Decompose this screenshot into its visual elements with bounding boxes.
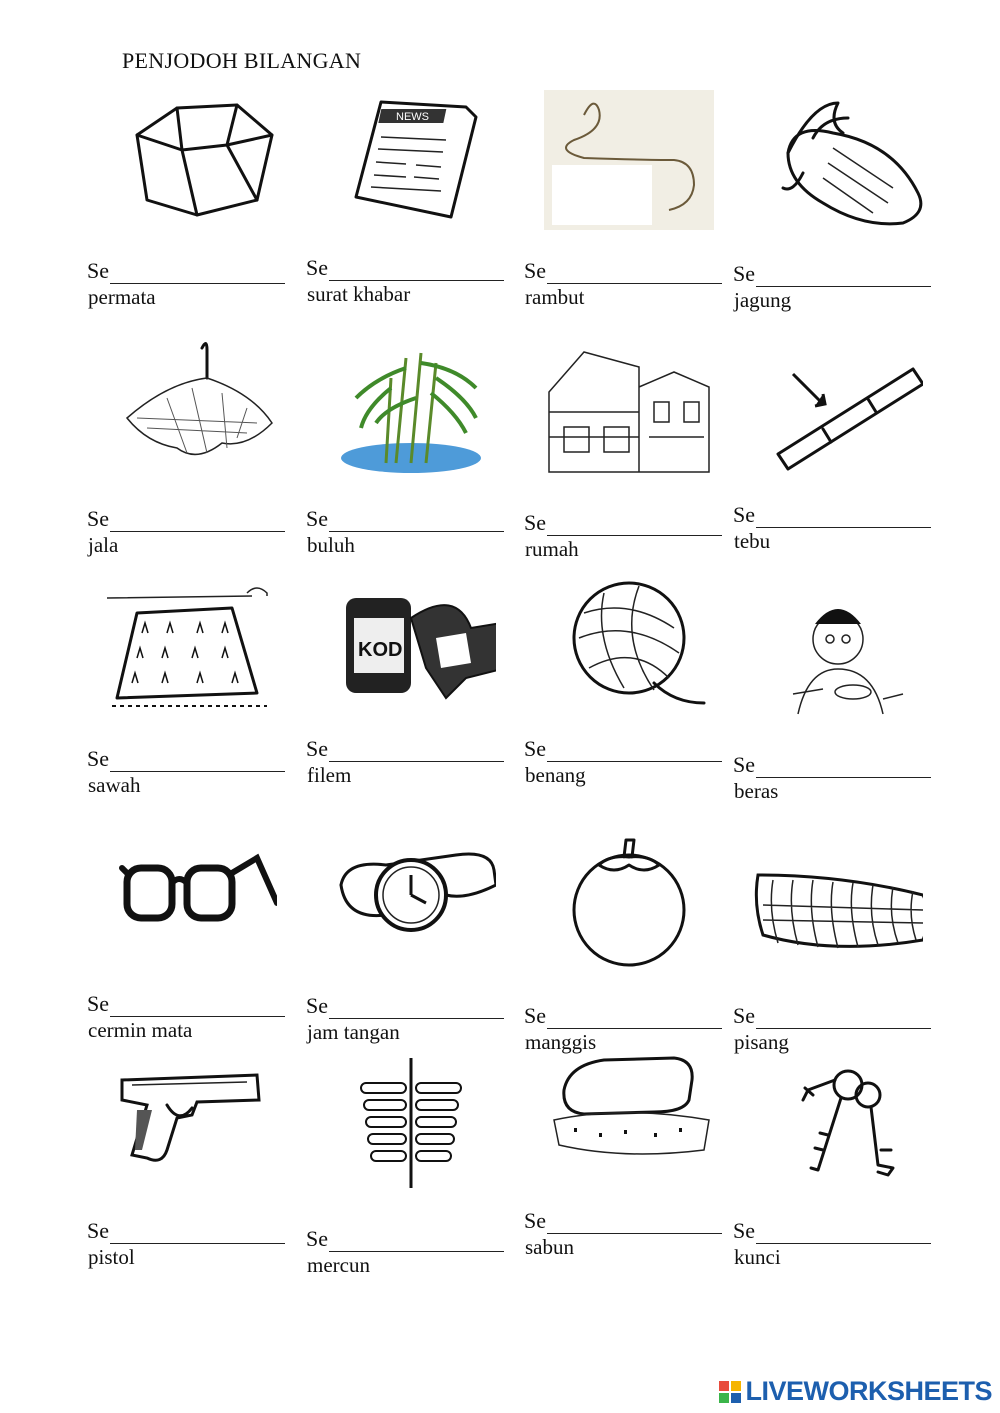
exercise-item-sawah: [87, 578, 302, 808]
prefix-label: Se: [306, 993, 328, 1018]
exercise-item-jam-tangan: [306, 825, 521, 1055]
item-word: rambut: [525, 285, 585, 309]
boy-eating-rice-icon: [753, 584, 923, 724]
answer-row: [733, 1218, 931, 1244]
answer-row: [306, 736, 504, 762]
answer-row: [524, 736, 722, 762]
corn-icon: [753, 93, 923, 233]
houses-icon: [544, 342, 714, 482]
answer-row: [306, 255, 504, 281]
prefix-label: Se: [524, 1003, 546, 1028]
prefix-label: Se: [733, 261, 755, 286]
answer-input[interactable]: [110, 994, 285, 1017]
item-word: buluh: [307, 533, 355, 557]
item-word: tebu: [734, 529, 771, 553]
answer-input[interactable]: [329, 258, 504, 281]
exercise-item-permata: [87, 90, 302, 320]
answer-input[interactable]: [547, 739, 722, 762]
svg-text:KOD: KOD: [358, 639, 403, 661]
exercise-item-tebu: [733, 334, 948, 564]
soap-icon: [544, 1040, 714, 1180]
item-word: jam tangan: [307, 1020, 400, 1044]
item-word: cermin mata: [88, 1018, 193, 1042]
item-word: sabun: [525, 1235, 574, 1259]
item-word: kunci: [734, 1245, 781, 1269]
exercise-item-cermin-mata: [87, 823, 302, 1053]
answer-row: [87, 1218, 285, 1244]
wristwatch-icon: [326, 825, 496, 965]
prefix-label: Se: [87, 746, 109, 771]
answer-row: [733, 261, 931, 287]
prefix-label: Se: [524, 510, 546, 535]
newspaper-icon: [326, 87, 496, 227]
exercise-item-rumah: [524, 342, 739, 572]
prefix-label: Se: [524, 258, 546, 283]
answer-input[interactable]: [110, 261, 285, 284]
answer-input[interactable]: [547, 1006, 722, 1029]
firecracker-icon: [326, 1058, 496, 1198]
answer-input[interactable]: [547, 261, 722, 284]
answer-row: [306, 993, 504, 1019]
fishing-net-icon: [107, 338, 277, 478]
answer-input[interactable]: [756, 505, 931, 528]
answer-input[interactable]: [110, 749, 285, 772]
answer-input[interactable]: [329, 509, 504, 532]
pistol-icon: [107, 1050, 277, 1190]
logo-mark-icon: [719, 1381, 741, 1403]
prefix-label: Se: [87, 1218, 109, 1243]
hair-strand-icon: [544, 90, 714, 230]
film-roll-icon: [326, 568, 496, 708]
exercise-item-rambut: [524, 90, 739, 320]
exercise-item-pisang: [733, 835, 948, 1065]
svg-text:NEWS: NEWS: [396, 111, 429, 123]
prefix-label: Se: [306, 506, 328, 531]
answer-input[interactable]: [756, 264, 931, 287]
answer-row: [87, 506, 285, 532]
prefix-label: Se: [733, 502, 755, 527]
answer-row: [524, 510, 722, 536]
answer-row: [524, 1003, 722, 1029]
exercise-item-surat-khabar: [306, 87, 521, 317]
exercise-item-jagung: [733, 93, 948, 323]
brand-name: LIVEWORKSHEETS: [745, 1376, 992, 1406]
exercise-item-buluh: [306, 338, 521, 568]
banana-bunch-icon: [753, 835, 923, 975]
answer-row: [524, 258, 722, 284]
answer-input[interactable]: [547, 513, 722, 536]
exercise-item-jala: [87, 338, 302, 568]
exercise-item-pistol: [87, 1050, 302, 1280]
item-word: permata: [88, 285, 156, 309]
answer-row: [87, 746, 285, 772]
item-word: pisang: [734, 1030, 789, 1054]
prefix-label: Se: [733, 752, 755, 777]
yarn-ball-icon: [544, 568, 714, 708]
answer-row: [87, 258, 285, 284]
answer-row: [733, 502, 931, 528]
page-title: PENJODOH BILANGAN: [122, 48, 362, 73]
exercise-item-beras: [733, 584, 948, 814]
item-word: benang: [525, 763, 586, 787]
answer-input[interactable]: [329, 996, 504, 1019]
bamboo-icon: [326, 338, 496, 478]
liveworksheets-logo: [719, 1376, 992, 1407]
mangosteen-icon: [544, 835, 714, 975]
prefix-label: Se: [87, 258, 109, 283]
exercise-item-kunci: [733, 1050, 948, 1280]
item-word: jagung: [734, 288, 792, 312]
exercise-item-benang: [524, 568, 739, 798]
answer-row: [733, 1003, 931, 1029]
exercise-item-mercun: [306, 1058, 521, 1288]
answer-input[interactable]: [756, 1006, 931, 1029]
prefix-label: Se: [87, 506, 109, 531]
paddy-field-icon: [107, 578, 277, 718]
gem-icon: [107, 90, 277, 230]
item-word: pistol: [88, 1245, 135, 1269]
eyeglasses-icon: [107, 823, 277, 963]
item-word: sawah: [88, 773, 141, 797]
prefix-label: Se: [733, 1218, 755, 1243]
item-word: surat khabar: [307, 282, 411, 306]
prefix-label: Se: [87, 991, 109, 1016]
exercise-item-filem: [306, 568, 521, 798]
exercise-item-manggis: [524, 835, 739, 1065]
answer-row: [733, 752, 931, 778]
prefix-label: Se: [306, 736, 328, 761]
answer-input[interactable]: [547, 1211, 722, 1234]
prefix-label: Se: [733, 1003, 755, 1028]
keys-icon: [753, 1050, 923, 1190]
item-word: mercun: [307, 1253, 370, 1277]
answer-input[interactable]: [329, 739, 504, 762]
sugarcane-icon: [753, 334, 923, 474]
prefix-label: Se: [524, 1208, 546, 1233]
item-word: jala: [88, 533, 119, 557]
item-word: manggis: [525, 1030, 597, 1054]
prefix-label: Se: [524, 736, 546, 761]
answer-input[interactable]: [756, 755, 931, 778]
answer-input[interactable]: [110, 1221, 285, 1244]
prefix-label: Se: [306, 255, 328, 280]
answer-row: [87, 991, 285, 1017]
item-word: rumah: [525, 537, 579, 561]
answer-row: [306, 506, 504, 532]
exercise-item-sabun: [524, 1040, 739, 1270]
answer-input[interactable]: [329, 1229, 504, 1252]
item-word: beras: [734, 779, 779, 803]
answer-input[interactable]: [756, 1221, 931, 1244]
answer-row: [306, 1226, 504, 1252]
item-word: filem: [307, 763, 352, 787]
prefix-label: Se: [306, 1226, 328, 1251]
answer-row: [524, 1208, 722, 1234]
answer-input[interactable]: [110, 509, 285, 532]
